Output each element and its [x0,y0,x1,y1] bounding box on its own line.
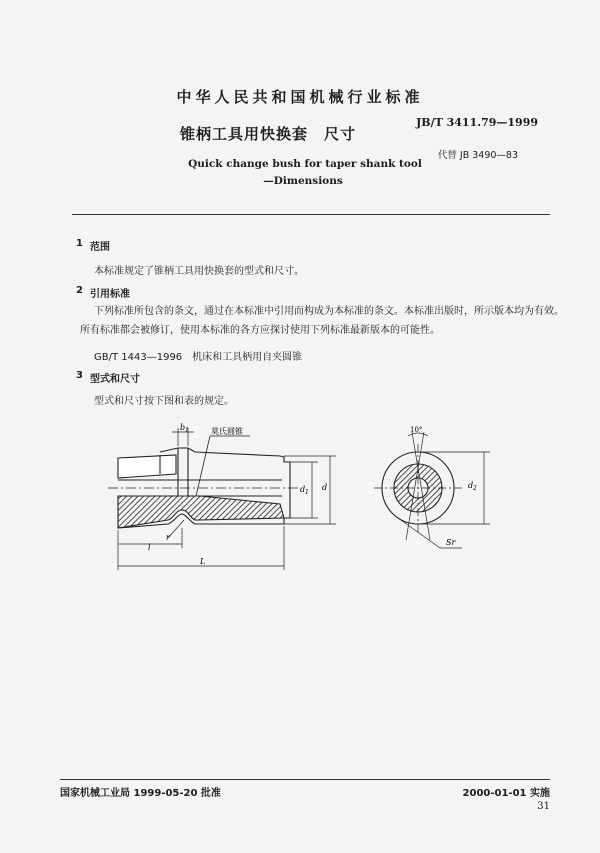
taper-label: 莫氏圆锥 [211,427,243,436]
title-english-line2: —Dimensions [263,175,343,187]
standard-code: JB/T 3411.79—1999 [416,116,538,129]
section-1-body: 本标准规定了锥柄工具用快换套的型式和尺寸。 [94,266,304,277]
dim-d1-sub: 1 [305,489,309,496]
section-3-title: 型式和尺寸 [90,374,140,385]
dim-d: d [322,483,328,492]
section-2-body: 下列标准所包含的条文，通过在本标准中引用而构成为本标准的条文。本标准出版时，所示版本均为有效。所有标准都会被修订，使用本标准的各方应探讨使用下列标准最新版本的可能性。 [80,306,564,336]
section-1-number: 1 [76,238,83,249]
section-2-number: 2 [76,285,83,296]
dim-Sr: Sr [446,538,456,547]
section-1-title: 范围 [90,242,110,253]
dim-angle: 10° [410,426,423,434]
side-section-view [108,428,336,570]
title-english-line1: Quick change bush for taper shank tool [188,158,422,170]
dim-l: l [148,543,151,552]
dim-b1: b [180,423,186,432]
footer-implement-date: 2000-01-01 实施 [462,788,550,799]
section-2-title: 引用标准 [90,289,130,300]
dim-r: r [166,533,170,542]
section-2-reference: GB/T 1443—1996 机床和工具柄用自夹圆锥 [94,352,303,363]
section-3-number: 3 [76,370,83,381]
footer-rule [60,779,550,780]
footer-issuer: 国家机械工业局 1999-05-20 批准 [60,788,221,799]
dim-d2: d [468,481,474,490]
dim-L: L [200,557,206,566]
title-chinese: 锥柄工具用快换套 尺寸 [180,125,357,143]
replaces-standard: 代替 JB 3490—83 [437,150,518,161]
dim-d1: d [300,485,306,494]
issuing-body-heading: 中华人民共和国机械行业标准 [176,88,424,106]
dim-d2-sub: 2 [473,485,477,492]
section-3-body: 型式和尺寸按下图和表的规定。 [94,396,234,407]
dim-b1-sub: 1 [185,427,189,434]
page-number: 31 [537,801,550,812]
